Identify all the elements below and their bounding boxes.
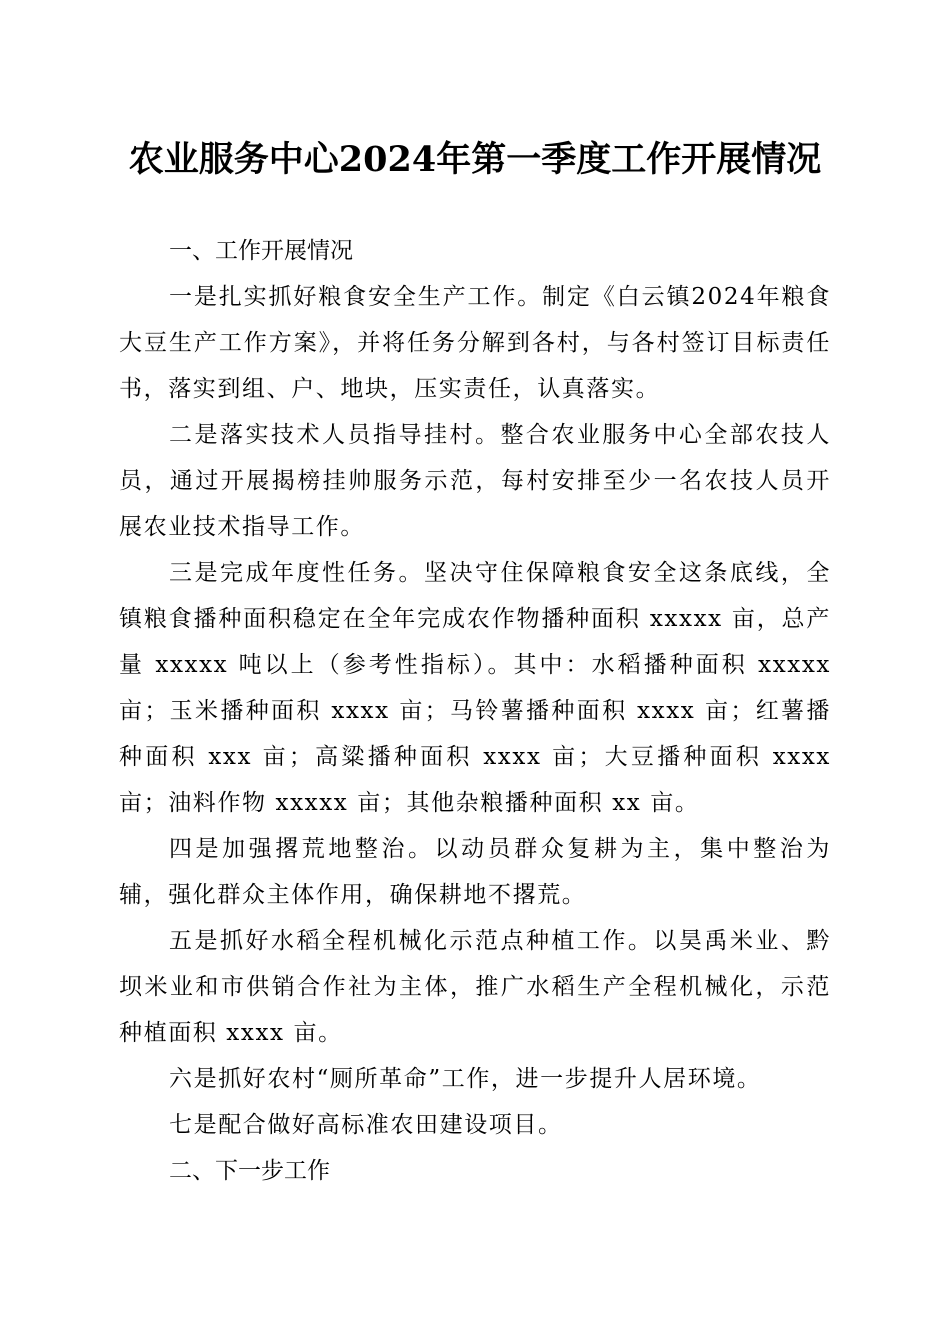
paragraph-item-3 <box>119 550 831 826</box>
paragraph-text: 整合农业服务中心全部农技人员，通过开展揭榜挂帅服务示范，每村安排至少一名农技人员开展农业技术指导工作。 <box>119 422 831 540</box>
paragraph-lead: 六是抓好农村“厕所革命”工作， <box>169 1066 516 1092</box>
section-heading-1: 一、工作开展情况 <box>169 238 353 264</box>
paragraph-item-4 <box>119 826 831 918</box>
document-body <box>119 228 831 1194</box>
paragraph-text: 以昊禹米业、黔坝米业和市供销合作社为主体，推广水稻生产全程机械化，示范种植面积 xxxx 亩。 <box>119 928 831 1046</box>
paragraph-item-5 <box>119 918 831 1056</box>
paragraph-item-2 <box>119 412 831 550</box>
paragraph-lead: 五是抓好水稻全程机械化示范点种植工作。 <box>169 928 654 954</box>
section-heading-2: 二、下一步工作 <box>169 1158 330 1184</box>
document-title: 农业服务中心2024年第一季度工作开展情况 <box>128 139 822 180</box>
paragraph-lead: 二是落实技术人员指导挂村。 <box>169 422 501 448</box>
paragraph-lead: 七是配合做好高标准农田建设项目。 <box>169 1112 563 1138</box>
paragraph-lead: 四是加强撂荒地整治。 <box>169 836 435 862</box>
paragraph-text: 以动员群众复耕为主，集中整治为辅，强化群众主体作用，确保耕地不撂荒。 <box>119 836 832 908</box>
paragraph-text: 坚决守住保障粮食安全这条底线，全镇粮食播种面积稳定在全年完成农作物播种面积 xxxxx 亩，总产量 xxxxx 吨以上（参考性指标）。其中：水稻播种面积 xxxxx 亩；玉米播种面积 xxxx 亩；马铃薯播种面积 xxxx 亩；红薯播种面积 xxx 亩；高粱播种面积 xxxx 亩；大豆播种面积 xxxx 亩；油料作物 xxxxx 亩；其他杂粮播种面积 xx 亩。 <box>119 560 832 816</box>
paragraph-item-6 <box>119 1056 831 1102</box>
paragraph-lead: 三是完成年度性任务。 <box>169 560 424 586</box>
paragraph-text: 制定《白云镇2024年粮食大豆生产工作方案》，并将任务分解到各村，与各村签订目标责任书，落实到组、户、地块，压实责任，认真落实。 <box>119 284 832 402</box>
paragraph-text: 进一步提升人居环境。 <box>515 1066 762 1092</box>
paragraph-lead: 一是扎实抓好粮食安全生产工作。 <box>169 284 543 310</box>
paragraph-item-1 <box>119 274 831 412</box>
paragraph-item-7 <box>119 1102 831 1148</box>
